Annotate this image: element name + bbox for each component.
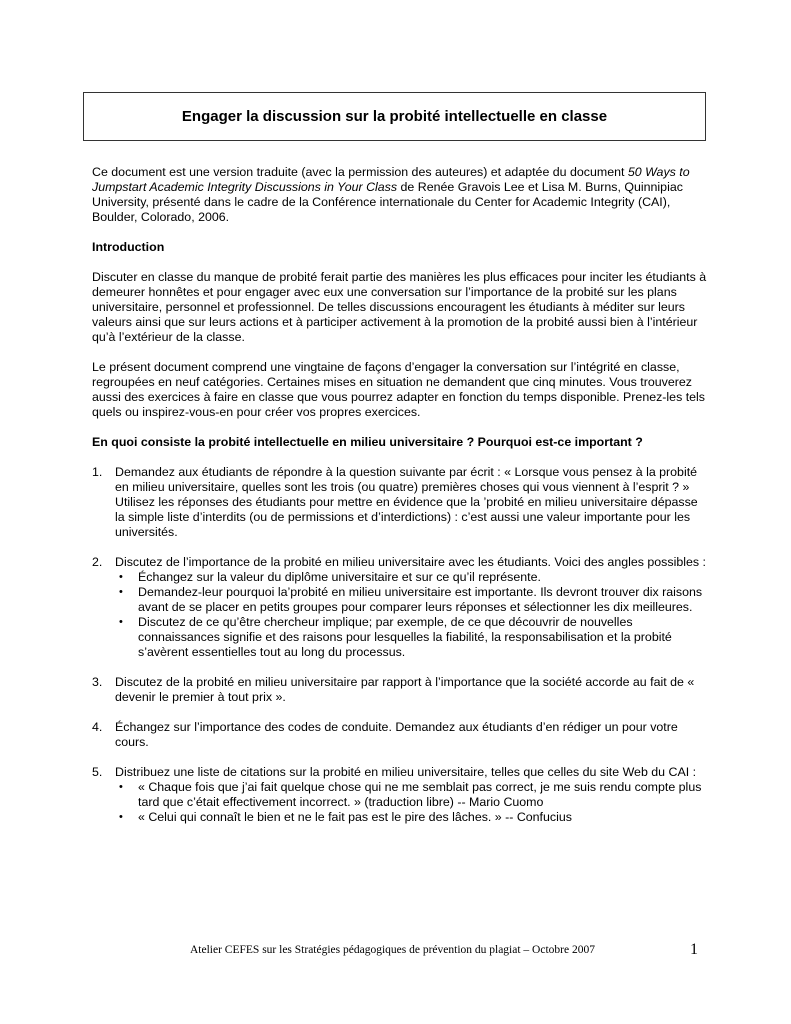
section-heading: En quoi consiste la probité intellectuelle en milieu universitaire ? Pourquoi est-ce important ? [92, 435, 643, 449]
intro-text-1: Ce document est une version traduite (avec la permission des auteures) et adaptée du document [92, 165, 628, 179]
bullet-text: « Chaque fois que j’ai fait quelque chose qui ne me semblait pas correct, je me suis rendu compte plus tard que c’était effectivement incorrect. » (traduction libre) -- Mario Cuomo [138, 780, 702, 809]
bullet-icon: • [119, 781, 123, 793]
list-item-3 [92, 675, 707, 705]
body-paragraph-1: Discuter en classe du manque de probité ferait partie des manières les plus efficaces pour inciter les étudiants à demeurer honnêtes et pour engager avec eux une conversation sur l’importance de la probité sur les plans universitaire, personnel et professionnel. De telles discussions encouragent les étudiants à méditer sur leurs valeurs ainsi que sur leurs actions et à participer activement à la promotion de la probité aussi bien à l’intérieur qu’à l’extérieur de la classe. [92, 270, 707, 344]
bullet-list [115, 780, 707, 825]
document-title: Engager la discussion sur la probité intellectuelle en classe [181, 108, 608, 125]
introduction-heading: Introduction [92, 240, 165, 254]
list-item-2 [92, 555, 707, 660]
list-item-4 [92, 720, 707, 750]
bullet-icon: • [119, 811, 123, 823]
list-number: 5. [92, 765, 103, 779]
list-item-5 [92, 765, 707, 825]
list-number: 1. [92, 465, 103, 479]
intro-paragraph [92, 165, 707, 225]
bullet-item [115, 615, 707, 660]
intro-source-title: 50 Ways to Jumpstart Academic Integrity Discussions in Your Class [92, 165, 690, 194]
bullet-item [115, 780, 707, 810]
bullet-icon: • [119, 616, 123, 628]
page-number: 1 [690, 941, 698, 958]
title-box [83, 92, 706, 141]
body-paragraph-2: Le présent document comprend une vingtaine de façons d’engager la conversation sur l’intégrité en classe, regroupées en neuf catégories. Certaines mises en situation ne demandent que cinq minutes. Vous trouverez aussi des exercices à faire en classe que vous pourrez adapter en fonction du temps disponible. Prenez-les tels quels ou inspirez-vous-en pour créer vos propres exercices. [92, 360, 705, 419]
bullet-item [115, 810, 707, 825]
list-item-text: Distribuez une liste de citations sur la probité en milieu universitaire, telles que celles du site Web du CAI : [115, 765, 697, 779]
bullet-text: Discutez de ce qu’être chercheur implique; par exemple, de ce que découvrir de nouvelles connaissances signifie et des raisons pour lesquelles la fiabilité, la responsabilisation et la probité s’avèrent essentielles tout au long du processus. [138, 615, 672, 659]
exercise-list [92, 465, 707, 825]
bullet-list [115, 570, 707, 660]
list-item-text: Discutez de la probité en milieu universitaire par rapport à l’importance que la société accorde au fait de « devenir le premier à tout prix ». [115, 675, 695, 704]
bullet-icon: • [119, 571, 123, 583]
bullet-text: « Celui qui connaît le bien et ne le fait pas est le pire des lâches. » -- Confucius [138, 810, 572, 824]
list-item-1 [92, 465, 707, 540]
bullet-item [115, 585, 707, 615]
list-item-text: Échangez sur l’importance des codes de conduite. Demandez aux étudiants d’en rédiger un pour votre cours. [115, 720, 678, 749]
intro-text-2: de Renée Gravois Lee et Lisa M. Burns, Quinnipiac University, présenté dans le cadre de la Conférence internationale du Center for Academic Integrity (CAI), Boulder, Colorado, 2006. [92, 180, 683, 224]
bullet-text: Demandez-leur pourquoi la’probité en milieu universitaire est importante. Ils devront trouver dix raisons avant de se placer en petits groupes pour comparer leurs réponses et sélectionner les dix meilleures. [138, 585, 703, 614]
list-item-text: Demandez aux étudiants de répondre à la question suivante par écrit : « Lorsque vous pensez à la probité en milieu universitaire, quelles sont les trois (ou quatre) premières choses qui vous viennent à l’esprit ? » Utilisez les réponses des étudiants pour mettre en évidence que la ’probité en milieu universitaire dépasse la simple liste d’interdits (ou de permissions et d’interdictions) : c’est aussi une valeur importante pour les universités. [115, 465, 698, 539]
bullet-item [115, 570, 707, 585]
document-body [92, 165, 707, 840]
list-number: 3. [92, 675, 103, 689]
list-item-text: Discutez de l’importance de la probité en milieu universitaire avec les étudiants. Voici des angles possibles : [115, 555, 706, 569]
bullet-text: Échangez sur la valeur du diplôme universitaire et sur ce qu’il représente. [138, 570, 541, 584]
footer-text: Atelier CEFES sur les Stratégies pédagogiques de prévention du plagiat – Octobre 2007 [190, 944, 595, 956]
bullet-icon: • [119, 586, 123, 598]
list-number: 4. [92, 720, 103, 734]
list-number: 2. [92, 555, 103, 569]
